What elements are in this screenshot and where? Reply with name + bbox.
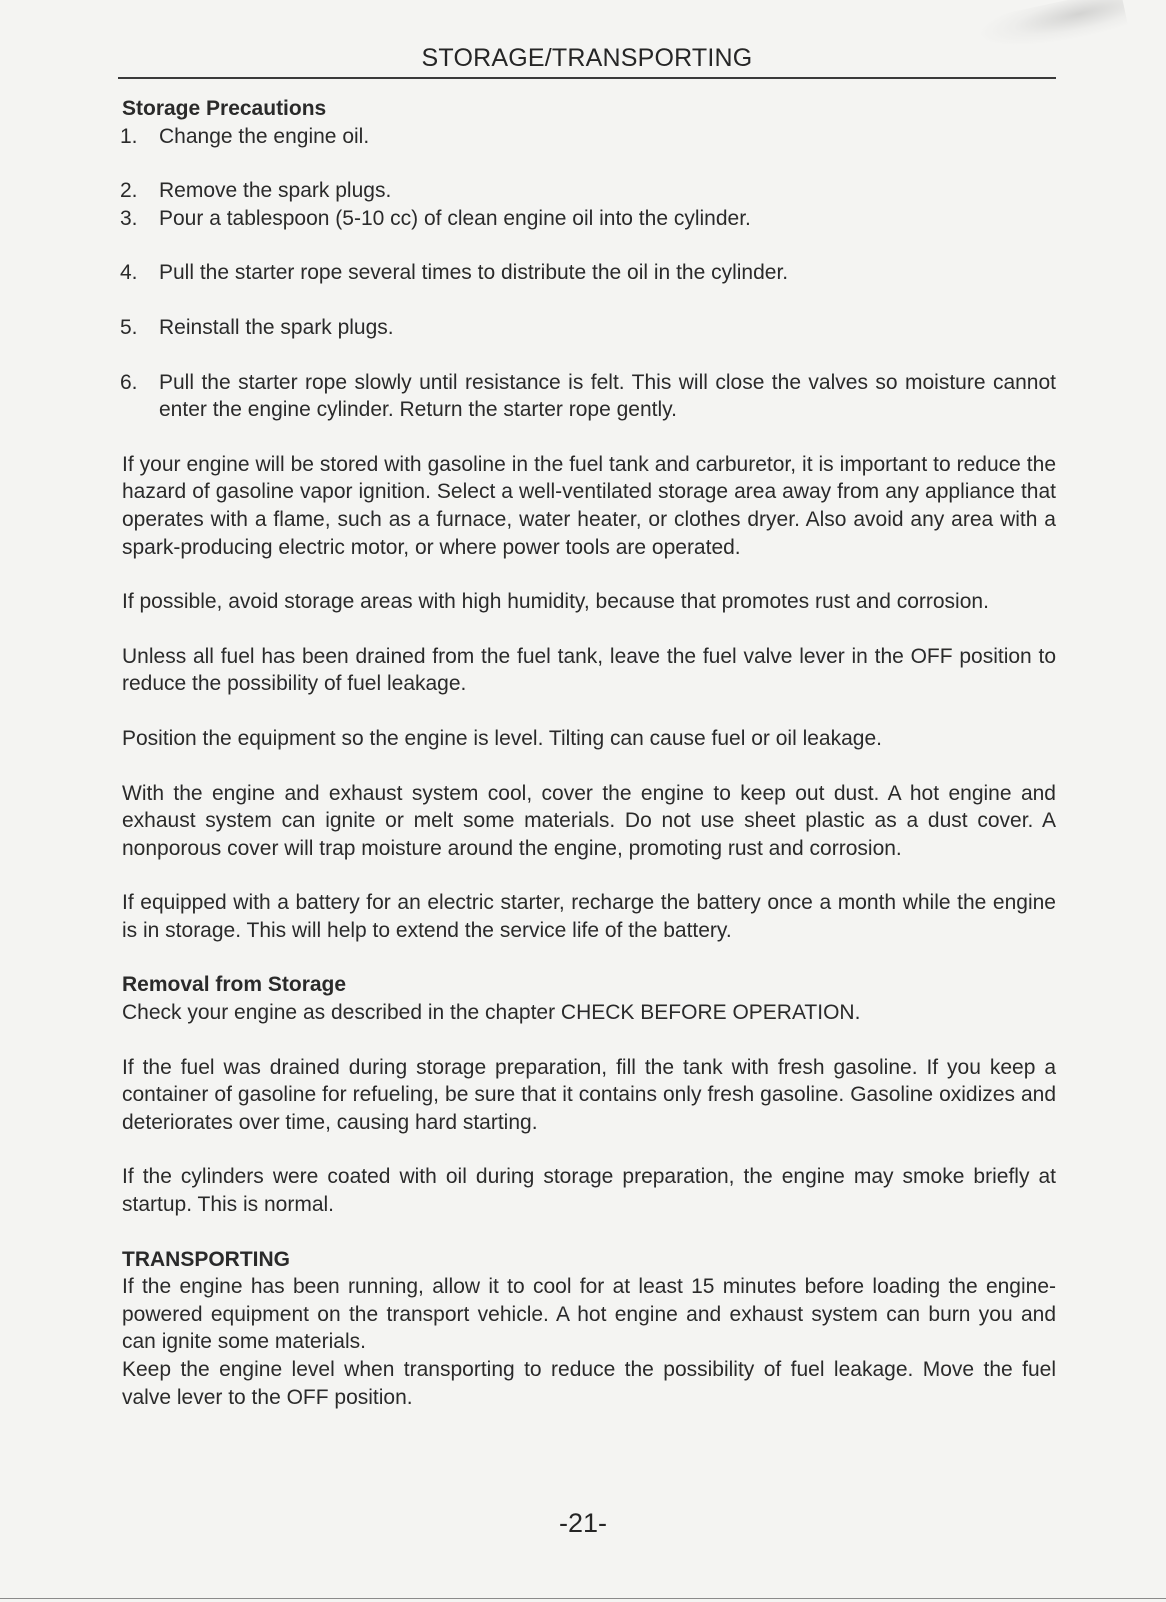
list-item: [122, 123, 1056, 151]
bottom-edge-line: [0, 1598, 1166, 1599]
storage-paragraph: Position the equipment so the engine is level. Tilting can cause fuel or oil leakage.: [122, 726, 882, 750]
transporting-paragraph: If the engine has been running, allow it to cool for at least 15 minutes before loading the engine-powered equipment on the transport vehicle. A hot engine and exhaust system can burn you and can ignite some materials.: [122, 1275, 1056, 1354]
storage-paragraph: With the engine and exhaust system cool, cover the engine to keep out dust. A hot engine and exhaust system can ignite or melt some materials. Do not use sheet plastic as a dust cover. A nonporous cover will trap moisture around the engine, promoting rust and corrosion.: [122, 781, 1056, 860]
step-text: Reinstall the spark plugs.: [159, 315, 394, 339]
removal-paragraph: If the cylinders were coated with oil during storage preparation, the engine may smoke briefly at startup. This is normal.: [122, 1165, 1056, 1217]
step-number: 2.: [120, 179, 138, 203]
removal-paragraph: Check your engine as described in the chapter CHECK BEFORE OPERATION.: [122, 1001, 861, 1025]
step-text: Pull the starter rope slowly until resistance is felt. This will close the valves so moisture cannot enter the engine cylinder. Return the starter rope gently.: [159, 370, 1056, 422]
page-content: [122, 95, 1056, 1411]
list-item: [122, 205, 1056, 233]
step-number: 5.: [120, 315, 138, 339]
step-number: 3.: [120, 206, 138, 230]
storage-paragraph: Unless all fuel has been drained from the fuel tank, leave the fuel valve lever in the OFF position to reduce the possibility of fuel leakage.: [122, 644, 1056, 696]
storage-paragraph: If possible, avoid storage areas with high humidity, because that promotes rust and corrosion.: [122, 590, 989, 614]
step-text: Pull the starter rope several times to distribute the oil in the cylinder.: [159, 261, 789, 285]
removal-from-storage-heading: Removal from Storage: [122, 973, 347, 997]
transporting-paragraph: Keep the engine level when transporting to reduce the possibility of fuel leakage. Move the fuel valve lever to the OFF position.: [122, 1358, 1056, 1409]
transporting-heading: TRANSPORTING: [122, 1247, 290, 1271]
page-title: STORAGE/TRANSPORTING: [421, 44, 753, 72]
storage-paragraph: If your engine will be stored with gasoline in the fuel tank and carburetor, it is important to reduce the hazard of gasoline vapor ignition. Select a well-ventilated storage area away from any appliance that operates with a flame, such as a furnace, water heater, or clothes dryer. Also avoid any area with a spark-producing electric motor, or where power tools are operated.: [122, 452, 1056, 559]
page-number: -21-: [558, 1508, 607, 1538]
step-number: 6.: [120, 370, 138, 394]
header-divider: [118, 77, 1056, 79]
storage-steps-list: [122, 123, 1056, 424]
step-number: 1.: [120, 124, 138, 148]
list-item: [122, 259, 1056, 287]
removal-paragraph: If the fuel was drained during storage preparation, fill the tank with fresh gasoline. If you keep a container of gasoline for refueling, be sure that it contains only fresh gasoline. Gasoline oxidizes and deteriorates over time, causing hard starting.: [122, 1055, 1056, 1134]
list-item: [122, 369, 1056, 424]
step-number: 4.: [120, 261, 138, 285]
storage-paragraph: If equipped with a battery for an electric starter, recharge the battery once a month while the engine is in storage. This will help to extend the service life of the battery.: [122, 891, 1056, 942]
step-text: Change the engine oil.: [159, 124, 370, 148]
step-text: Remove the spark plugs.: [159, 179, 392, 203]
list-item: [122, 177, 1056, 205]
storage-precautions-heading: Storage Precautions: [122, 97, 327, 120]
step-text: Pour a tablespoon (5-10 cc) of clean engine oil into the cylinder.: [159, 206, 751, 230]
list-item: [122, 314, 1056, 342]
